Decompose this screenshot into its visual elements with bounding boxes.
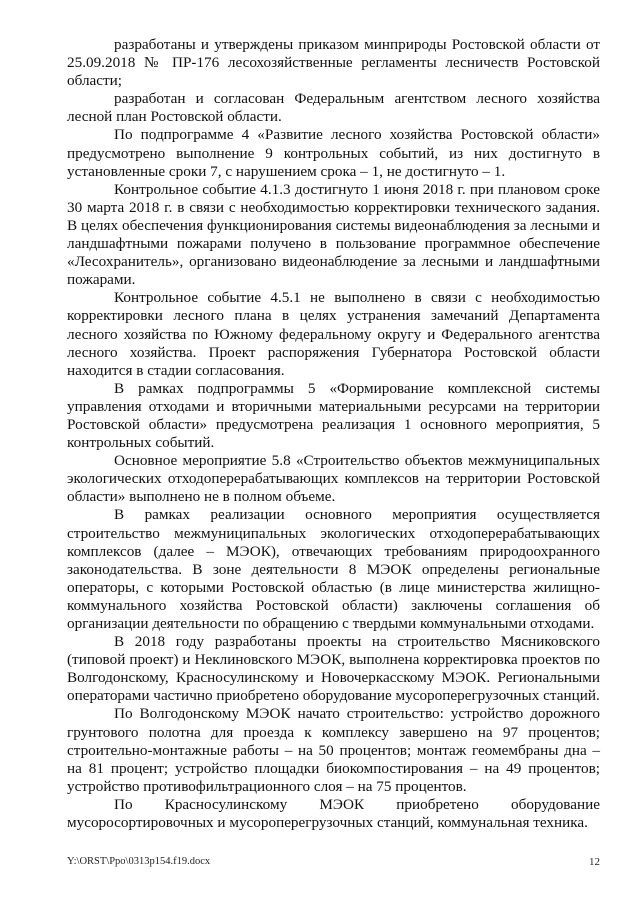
footer-file-path: Y:\ORST\Ppo\0313p154.f19.docx — [67, 856, 211, 867]
paragraph-volgodonsk: По Волгодонскому МЭОК начато строительство: устройство дорожного грунтового полотна для проезда к комплексу завершено на 97 процентов; строительно-монтажные работы – на 50 процентов; монтаж геомембраны дна – на 81 процент; устройство площадки биокомпостирования – на 49 процентов; устройство противофильтрационного слоя – на 75 процентов. — [67, 705, 600, 795]
document-body — [67, 36, 600, 832]
paragraph-krasnosulinsk: По Красносулинскому МЭОК приобретено оборудование мусоросортировочных и мусороперегрузочных станций, коммунальная техника. — [67, 795, 600, 832]
paragraph-regulations: разработаны и утверждены приказом минприроды Ростовской области от 25.09.2018 № ПР-176 лесохозяйственные регламенты лесничеств Ростовской области; — [67, 36, 600, 90]
paragraph-event-4-5-1: Контрольное событие 4.5.1 не выполнено в связи с необходимостью корректировки лесного плана в целях устранения замечаний Департамента лесного хозяйства по Южному федеральному округу и Федерального агентства лесного хозяйства. Проект распоряжения Губернатора Ростовской области находится в стадии согласования. — [67, 289, 600, 379]
page-number: 12 — [589, 856, 600, 868]
paragraph-activity-5-8: Основное мероприятие 5.8 «Строительство объектов межмуниципальных экологических отходоперерабатывающих комплексов на территории Ростовской области» выполнено не в полном объеме. — [67, 452, 600, 506]
paragraph-projects-2018: В 2018 году разработаны проекты на строительство Мясниковского (типовой проект) и Неклиновского МЭОК, выполнена корректировка проектов по Волгодонскому, Красносулинскому и Новочеркасскому МЭОК. Региональными операторами частично приобретено оборудование мусороперегрузочных станций. — [67, 633, 600, 705]
paragraph-subprogram-4: По подпрограмме 4 «Развитие лесного хозяйства Ростовской области» предусмотрено выполнение 9 контрольных событий, из них достигнуто в установленные сроки 7, с нарушением срока – 1, не достигнуто – 1. — [67, 126, 600, 180]
paragraph-meok-construction: В рамках реализации основного мероприятия осуществляется строительство межмуниципальных экологических отходоперерабатывающих комплексов (далее – МЭОК), отвечающих требованиям природоохранного законодательства. В зоне деятельности 8 МЭОК определены региональные операторы, с которыми Ростовской областью (в лице министерства жилищно-коммунального хозяйства Ростовской области) заключены соглашения об организации деятельности по обращению с твердыми коммунальными отходами. — [67, 506, 600, 632]
paragraph-forest-plan: разработан и согласован Федеральным агентством лесного хозяйства лесной план Ростовской области. — [67, 90, 600, 126]
paragraph-subprogram-5: В рамках подпрограммы 5 «Формирование комплексной системы управления отходами и вторичными материальными ресурсами на территории Ростовской области» предусмотрена реализация 1 основного мероприятия, 5 контрольных событий. — [67, 379, 600, 452]
paragraph-event-4-1-3: Контрольное событие 4.1.3 достигнуто 1 июня 2018 г. при плановом сроке 30 марта 2018 г. в связи с необходимостью корректировки технического задания. В целях обеспечения функционирования системы видеонаблюдения за лесными и ландшафтными пожарами получено в пользование программное обеспечение «Лесохранитель», организовано видеонаблюдение за лесными и ландшафтными пожарами. — [67, 180, 600, 289]
